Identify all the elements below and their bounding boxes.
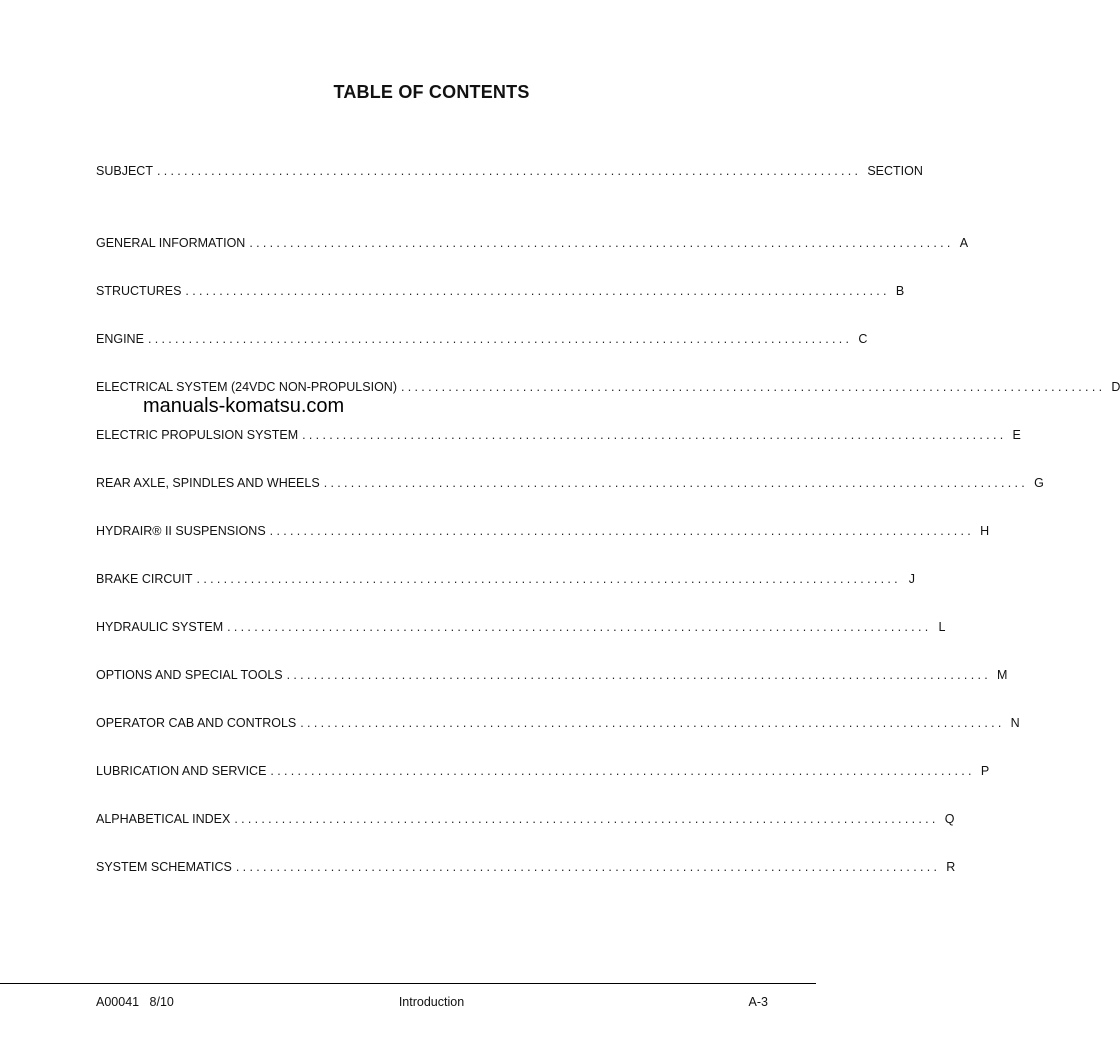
toc-entry-section: E bbox=[1012, 428, 1021, 442]
toc-entry-section: J bbox=[908, 572, 915, 586]
toc-entry-subject: REAR AXLE, SPINDLES AND WHEELS bbox=[96, 476, 320, 490]
page-title: TABLE OF CONTENTS bbox=[333, 82, 530, 102]
toc-entry bbox=[96, 812, 955, 830]
dot-leader: ........................................................................................................ bbox=[400, 380, 1106, 394]
toc-entry bbox=[96, 620, 946, 638]
toc-entry-section: A bbox=[959, 236, 969, 250]
dot-leader: ........................................................................................................ bbox=[227, 620, 932, 634]
toc-entry bbox=[96, 860, 956, 878]
toc-entry bbox=[96, 764, 990, 782]
toc-entry-subject: ALPHABETICAL INDEX bbox=[96, 812, 231, 826]
dot-leader: ........................................................................................................ bbox=[323, 476, 1029, 490]
footer-page-number: A-3 bbox=[748, 995, 768, 1009]
toc-entry-section: L bbox=[938, 620, 946, 634]
dot-leader: ........................................................................................................ bbox=[235, 860, 941, 874]
toc-entry-section: G bbox=[1034, 476, 1044, 490]
toc-entry bbox=[96, 284, 905, 302]
toc-header-section: SECTION bbox=[867, 164, 923, 178]
toc-entry-section: M bbox=[997, 668, 1008, 682]
dot-leader: ........................................................................................................ bbox=[249, 236, 954, 250]
footer-chapter-title: Introduction bbox=[398, 995, 465, 1009]
dot-leader: ........................................................................................................ bbox=[156, 164, 862, 178]
toc-entry-subject: LUBRICATION AND SERVICE bbox=[96, 764, 267, 778]
toc-entry bbox=[96, 428, 1021, 446]
footer-doc-number: A00041 8/10 bbox=[96, 995, 174, 1009]
toc-entry-section: D bbox=[1111, 380, 1120, 394]
toc-header-row bbox=[96, 164, 923, 182]
toc-entry-section: N bbox=[1010, 716, 1020, 730]
toc-entry bbox=[96, 716, 1020, 734]
toc-entry-subject: ELECTRIC PROPULSION SYSTEM bbox=[96, 428, 299, 442]
toc-header-subject: SUBJECT bbox=[96, 164, 153, 178]
footer-divider bbox=[0, 983, 816, 984]
toc-entry-subject: ELECTRICAL SYSTEM (24VDC NON-PROPULSION) bbox=[96, 380, 397, 394]
watermark-text: manuals-komatsu.com bbox=[143, 395, 345, 417]
toc-entry-subject: BRAKE CIRCUIT bbox=[96, 572, 193, 586]
dot-leader: ........................................................................................................ bbox=[300, 716, 1005, 730]
toc-entry-section: P bbox=[980, 764, 990, 778]
toc-entry-section: H bbox=[980, 524, 990, 538]
dot-leader: ........................................................................................................ bbox=[234, 812, 939, 826]
dot-leader: ........................................................................................................ bbox=[269, 524, 975, 538]
dot-leader: ........................................................................................................ bbox=[185, 284, 890, 298]
toc-entry bbox=[96, 476, 1044, 494]
toc-entry-subject: HYDRAULIC SYSTEM bbox=[96, 620, 224, 634]
toc-entry bbox=[96, 236, 969, 254]
dot-leader: ........................................................................................................ bbox=[196, 572, 901, 586]
toc-entry-subject: STRUCTURES bbox=[96, 284, 182, 298]
toc-entry-subject: HYDRAIR® II SUSPENSIONS bbox=[96, 524, 266, 538]
toc-entry-subject: OPERATOR CAB AND CONTROLS bbox=[96, 716, 297, 730]
dot-leader: ........................................................................................................ bbox=[302, 428, 1007, 442]
toc-entry-section: C bbox=[858, 332, 868, 346]
toc-entry-section: R bbox=[946, 860, 956, 874]
toc-entry bbox=[96, 332, 868, 350]
dot-leader: ........................................................................................................ bbox=[286, 668, 992, 682]
toc-entry-section: Q bbox=[944, 812, 955, 826]
toc-entry-subject: SYSTEM SCHEMATICS bbox=[96, 860, 232, 874]
dot-leader: ........................................................................................................ bbox=[270, 764, 975, 778]
toc-entry bbox=[96, 668, 1008, 686]
toc-entry bbox=[96, 572, 915, 590]
toc-entry bbox=[96, 524, 990, 542]
toc-entry-subject: GENERAL INFORMATION bbox=[96, 236, 246, 250]
toc-entry-section: B bbox=[895, 284, 905, 298]
toc-entry-subject: ENGINE bbox=[96, 332, 144, 346]
toc-entry-subject: OPTIONS AND SPECIAL TOOLS bbox=[96, 668, 283, 682]
dot-leader: ........................................................................................................ bbox=[147, 332, 853, 346]
